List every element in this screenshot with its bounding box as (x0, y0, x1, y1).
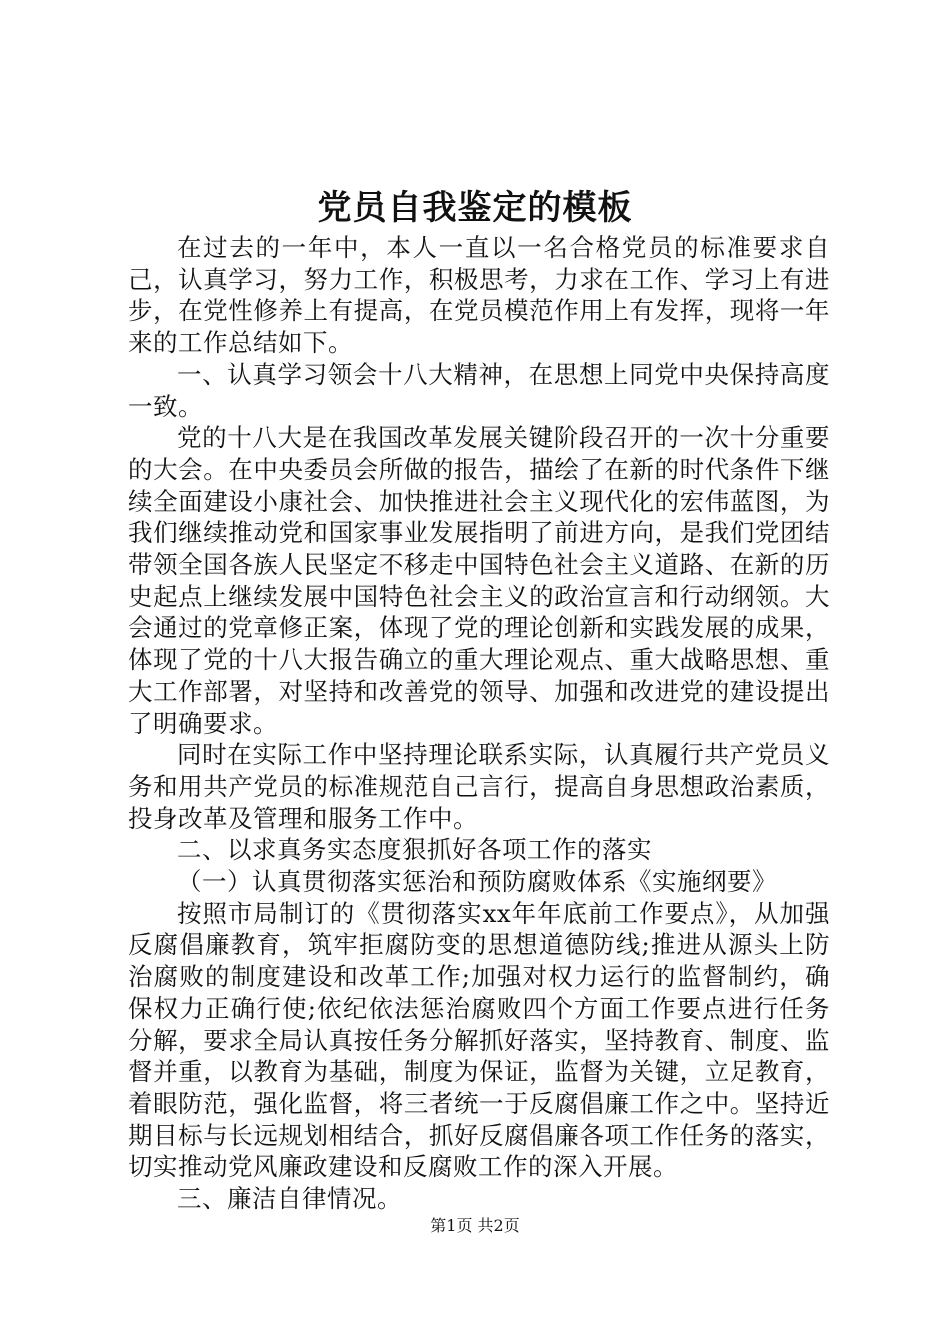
paragraph-section-1-body: 党的十八大是在我国改革发展关键阶段召开的一次十分重要的大会。在中央委员会所做的报告，描绘了在新的时代条件下继续全面建设小康社会、加快推进社会主义现代化的宏伟蓝图，为我们继续推动党和国家事业发展指明了前进方向，是我们党团结带领全国各族人民坚定不移走中国特色社会主义道路、在新的历史起点上继续发展中国特色社会主义的政治宣言和行动纲领。大会通过的党章修正案，体现了党的理论创新和实践发展的成果，体现了党的十八大报告确立的重大理论观点、重大战略思想、重大工作部署，对坚持和改善党的领导、加强和改进党的建设提出了明确要求。 (128, 423, 830, 738)
paragraph-section-2-heading: 二、以求真务实态度狠抓好各项工作的落实 (177, 835, 652, 865)
paragraph-section-1-practice: 同时在实际工作中坚持理论联系实际，认真履行共产党员义务和用共产党员的标准规范自己言行，提高自身思想政治素质，投身改革及管理和服务工作中。 (128, 740, 830, 833)
paragraph-section-3-heading: 三、廉洁自律情况。 (177, 1184, 402, 1214)
paragraph-section-1-heading: 一、认真学习领会十八大精神，在思想上同党中央保持高度一致。 (128, 359, 830, 421)
paragraph-subsection-1-body: 按照市局制订的《贯彻落实xx年年底前工作要点》，从加强反腐倡廉教育，筑牢拒腐防变的思想道德防线;推进从源头上防治腐败的制度建设和改革工作;加强对权力运行的监督制约，确保权力正确行使;依纪依法惩治腐败四个方面工作要点进行任务分解，要求全局认真按任务分解抓好落实，坚持教育、制度、监督并重，以教育为基础，制度为保证，监督为关键，立足教育，着眼防范，强化监督，将三者统一于反腐倡廉工作之中。坚持近期目标与长远规划相结合，抓好反腐倡廉各项工作任务的落实，切实推动党风廉政建设和反腐败工作的深入开展。 (128, 898, 830, 1182)
paragraph-intro: 在过去的一年中，本人一直以一名合格党员的标准要求自己，认真学习，努力工作，积极思考，力求在工作、学习上有进步，在党性修养上有提高，在党员模范作用上有发挥，现将一年来的工作总结如下。 (128, 233, 830, 358)
document-title: 党员自我鉴定的模板 (317, 188, 633, 228)
page-footer: 第1页 共2页 (430, 1216, 520, 1235)
document-body (128, 232, 830, 1215)
paragraph-subsection-1-heading: （一）认真贯彻落实惩治和预防腐败体系《实施纲要》 (177, 867, 777, 897)
